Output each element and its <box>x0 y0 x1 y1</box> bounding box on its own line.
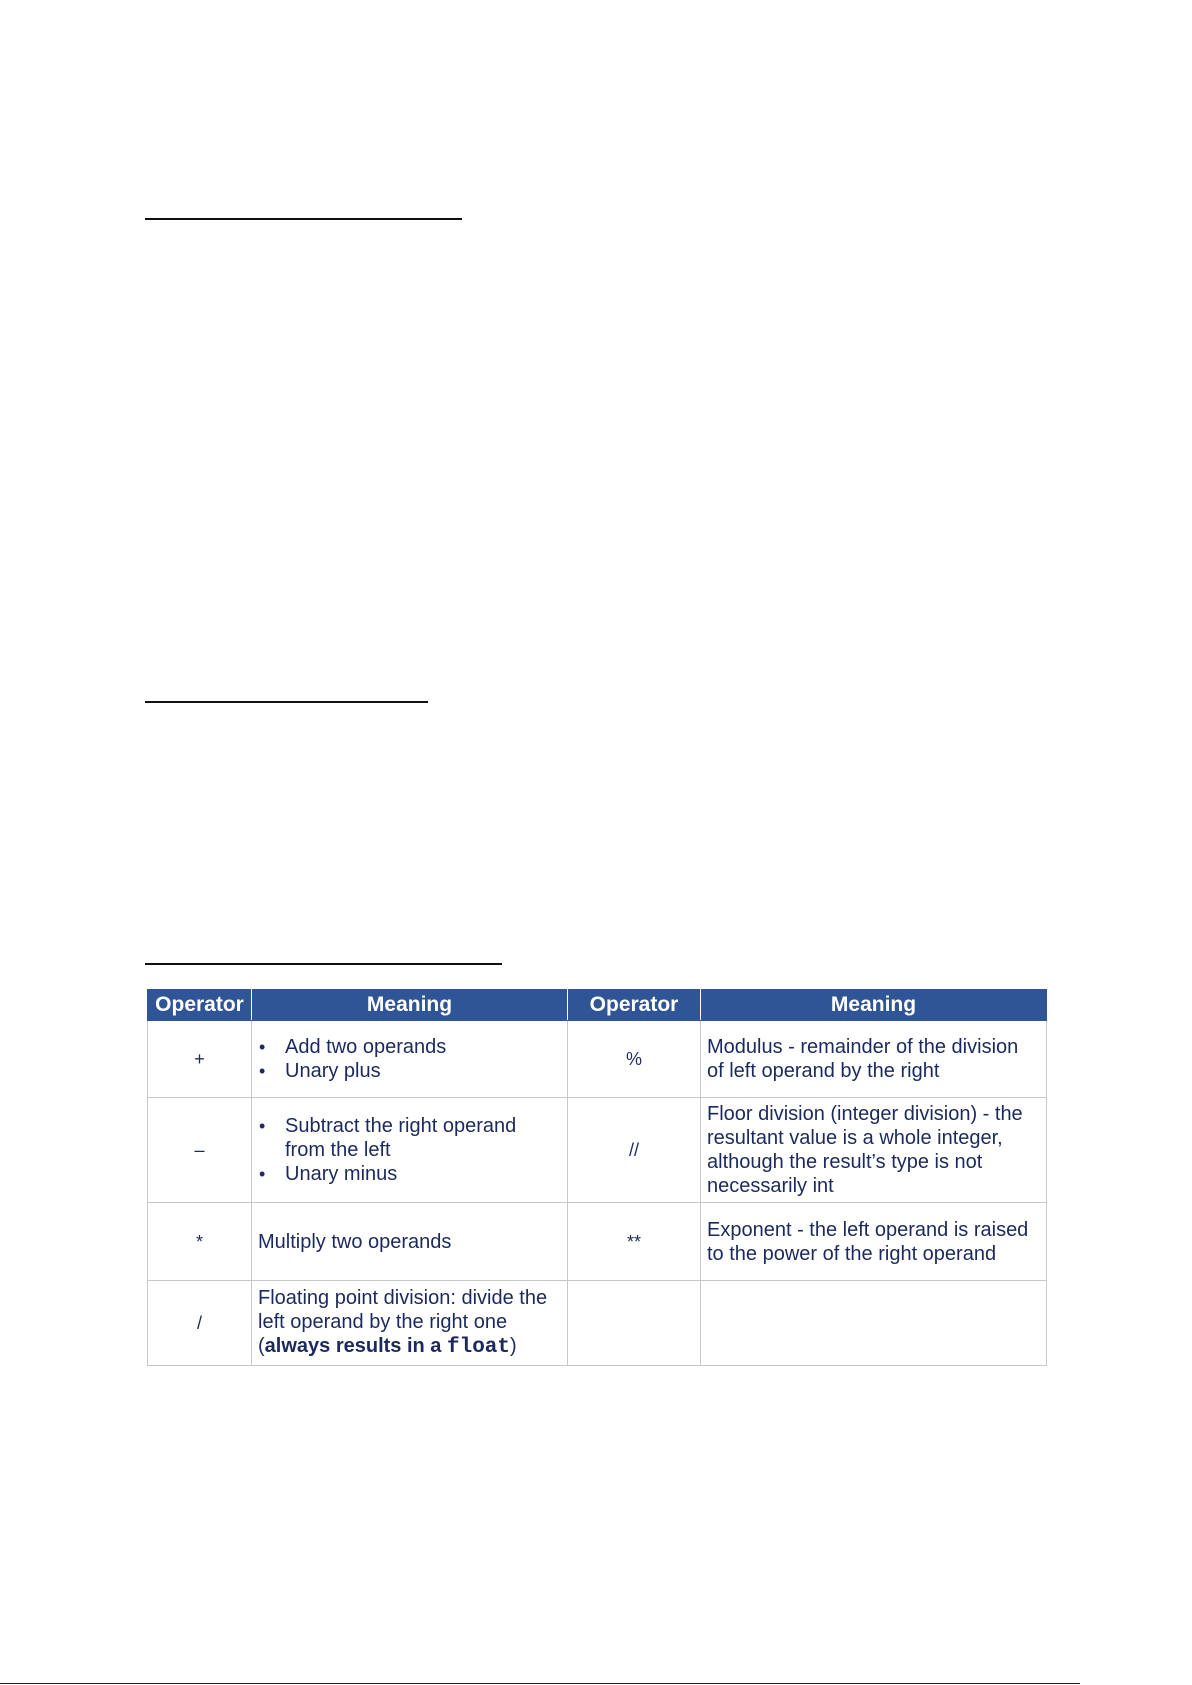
code-float: float <box>447 1336 511 1359</box>
meaning-cell: Floor division (integer division) - the resultant value is a whole integer, although the result’s type is not necessarily int <box>701 1098 1047 1203</box>
empty-operator-cell <box>568 1281 701 1366</box>
list-item: • Unary minus <box>258 1162 561 1186</box>
operator-multiply: * <box>148 1203 252 1281</box>
operator-minus: – <box>148 1098 252 1203</box>
meaning-bullet-list <box>258 1035 561 1083</box>
meaning-cell: Exponent - the left operand is raised to the power of the right operand <box>701 1203 1047 1281</box>
meaning-emphasis: always results in a <box>264 1335 447 1357</box>
operator-divide: / <box>148 1281 252 1366</box>
header-operator: Operator <box>148 990 252 1021</box>
operator-plus: + <box>148 1021 252 1098</box>
section-heading-underline <box>145 218 462 220</box>
operator-modulus: % <box>568 1021 701 1098</box>
table-row <box>148 1098 1047 1203</box>
table-header-row <box>148 990 1047 1021</box>
meaning-paren-close: ) <box>510 1335 517 1357</box>
header-meaning: Meaning <box>701 990 1047 1021</box>
header-meaning: Meaning <box>252 990 568 1021</box>
table-row <box>148 1203 1047 1281</box>
empty-meaning-cell <box>701 1281 1047 1366</box>
section-heading-underline <box>145 701 428 703</box>
table-row <box>148 1021 1047 1098</box>
list-item: • Add two operands <box>258 1035 561 1059</box>
meaning-paren-open: ( <box>258 1335 265 1357</box>
meaning-bullet-list <box>258 1114 561 1186</box>
meaning-cell: Modulus - remainder of the division of left operand by the right <box>701 1021 1047 1098</box>
operator-exponent: ** <box>568 1203 701 1281</box>
operator-floor-division: // <box>568 1098 701 1203</box>
meaning-cell <box>252 1281 568 1366</box>
arithmetic-operators-table <box>147 989 1047 1366</box>
list-item: • Subtract the right operand from the left <box>258 1114 561 1162</box>
page-bottom-border <box>0 1683 1080 1684</box>
table-row <box>148 1281 1047 1366</box>
list-item: • Unary plus <box>258 1059 561 1083</box>
meaning-cell <box>252 1021 568 1098</box>
meaning-text: Floating point division: divide the left operand by the right one <box>258 1287 548 1333</box>
meaning-cell: Multiply two operands <box>252 1203 568 1281</box>
section-heading-underline <box>145 963 502 965</box>
meaning-cell <box>252 1098 568 1203</box>
header-operator: Operator <box>568 990 701 1021</box>
